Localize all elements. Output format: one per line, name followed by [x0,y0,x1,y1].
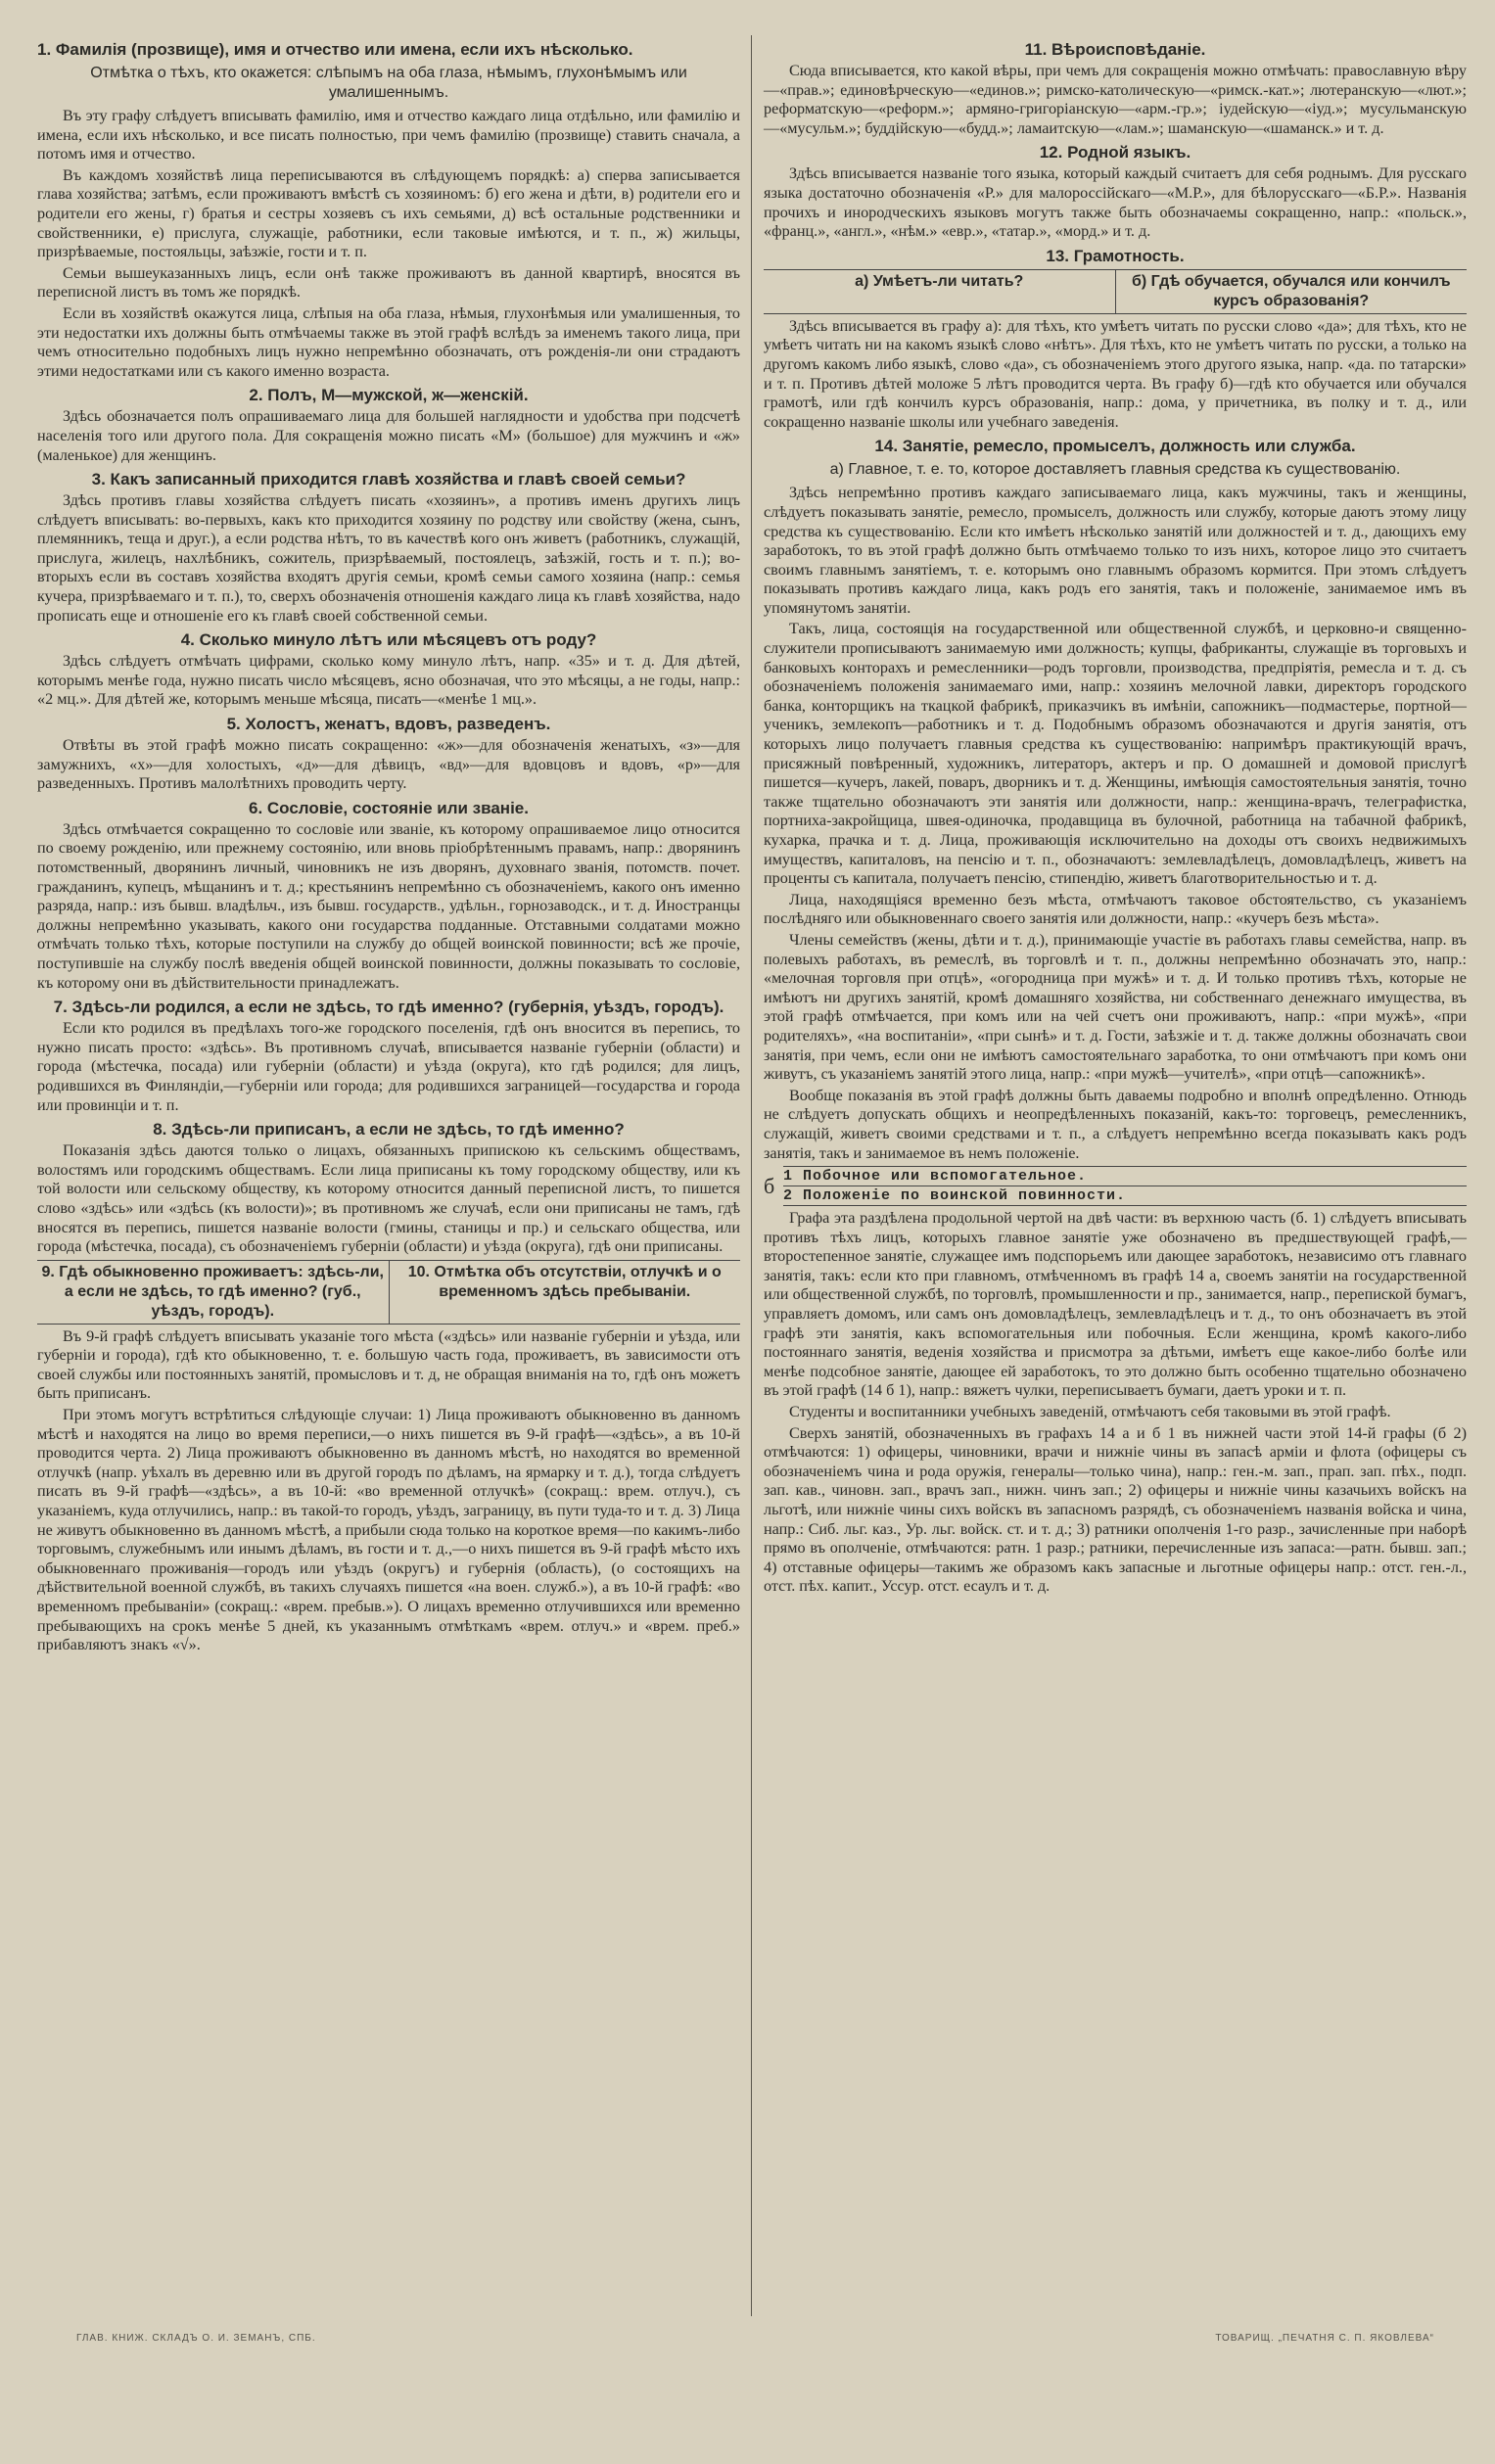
paragraph: Если кто родился въ предѣлахъ того-же городского поселенія, гдѣ онъ вносится въ перепись, то нужно писать просто: «здѣсь». Въ противномъ случаѣ, вписывается названіе губерніи (области) и города (мѣстечка, посада) или губерніи (области) и уѣзда (округа), кто гдѣ родился; для лицъ, родившихся въ Финляндіи,—губерніи или города; для родившихся заграницей—государства и города или провинціи и т. п. [37,1019,740,1114]
paragraph: Здѣсь слѣдуетъ отмѣчать цифрами, сколько кому минуло лѣтъ, напр. «35» и т. д. Для дѣтей, которымъ менѣе года, нужно писать число мѣсяцевъ, ясно обозначая, что это мѣсяцы, а не годы, напр.: «2 мц.». Для дѣтей же, которымъ меньше мѣсяца, писать—«менѣе 1 мц.». [37,652,740,709]
paragraph: Такъ, лица, состоящія на государственной или общественной службѣ, и церковно-и священно-служители прописываютъ занимаемую ими должность; купцы, фабриканты, служащіе въ торговыхъ и банковыхъ конторахъ и ремесленники—родъ торговли, производства, предпріятія, ремесла и т. д. съ обозначеніемъ положенія занимаемаго ими, напр.: хозяинъ мелочной лавки, директоръ городского банка, конторщикъ на ткацкой фабрикѣ, приказчикъ въ имѣніи, сапожникъ—подмастерье, портной—ученикъ, землекопъ—работникъ и т. д. Подобнымъ образомъ обозначаются и другія занятія, отъ которыхъ лицо получаетъ главныя средства къ существованію: напримѣръ практикующій врачъ, присяжный повѣренный, художникъ, литераторъ, актеръ и пр. О домашней и домовой прислугѣ пишется—кучеръ, лакей, поваръ, дворникъ и т. д. Женщины, имѣющія самостоятельныя занятія, точно также тщательно обозначаютъ эти занятія или должности, напр.: женщина-врачъ, телеграфистка, портниха-закройщица, швея-одиночка, продавщица въ булочной, работница на табачной фабрикѣ, кухарка, прачка и т. д. Лица, проживающія исключительно на доходы отъ своихъ недвижимыхъ имуществъ, капиталовъ, на пенсію и т. п., обозначаютъ: землевладѣлецъ, домовладѣлецъ, живетъ на проценты съ капитала, получаетъ пенсію, стипендію, живетъ благотворительностью и т. д. [764,620,1467,888]
paragraph: Въ эту графу слѣдуетъ вписывать фамилію, имя и отчество каждаго лица отдѣльно, или фамилію и имена, если ихъ нѣсколько, и все писать полностью, при чемъ фамилію (прозвище) ставить сначала, а потомъ имя и отчество. [37,107,740,163]
subcolumn-rows [783,1166,1467,1206]
subcolumn-header-cell: 1 Побочное или вспомогательное. [783,1166,1467,1186]
section-heading: 3. Какъ записанный приходится главѣ хозяйства и главѣ своей семьи? [91,470,686,489]
right-column [764,35,1467,1599]
section-subheading: а) Главное, т. е. то, которое доставляетъ главныя средства къ существованію. [829,461,1401,479]
document-page [37,35,1472,2316]
section-heading: 13. Грамотность. [1046,246,1185,265]
subcolumn-header-cell: 2 Положеніе по воинской повинности. [783,1186,1467,1206]
paragraph: Здѣсь отмѣчается сокращенно то сословіе или званіе, къ которому опрашиваемое лицо относится по своему рожденію, или прежнему состоянію, или вновь пріобрѣтеннымъ правамъ, напр.: дворянинъ потомственный, дворянинъ личный, чиновникъ не изъ дворянъ, духовнаго званія, потомств. почет. гражданинъ, купецъ, мѣщанинъ и т. д.; крестьянинъ непремѣнно съ обозначеніемъ, какого онъ именно разряда, напр.: изъ бывш. владѣльч., изъ бывш. государств., удѣльн., горнозаводск., и т. д. Иностранцы должны непремѣнно указывать, какого они государства подданные. Отставными солдатами можно отмѣчать только тѣхъ, которые поступили на службу до общей воинской повинности; всѣ же прочіе, поступившіе на службу послѣ введенія общей воинской повинности, должны показывать то сословіе, къ которому они въ дѣйствительности принадлежатъ. [37,819,740,992]
footer-right-imprint: ТОВАРИЩ. „ПЕЧАТНЯ С. П. ЯКОВЛЕВА“ [1215,2333,1434,2344]
section-heading: 1. Фамилія (прозвище), имя и отчество или имена, если ихъ нѣсколько. [37,40,633,59]
paragraph: Отвѣты въ этой графѣ можно писать сокращенно: «ж»—для обозначенія женатыхъ, «з»—для замужнихъ, «х»—для холостыхъ, «д»—для дѣвицъ, «вд»—для вдовцовъ и вдовъ, «р»—для разведенныхъ. Противъ малолѣтнихъ проводить черту. [37,736,740,793]
footer-left-imprint: ГЛАВ. КНИЖ. СКЛАДЪ О. И. ЗЕМАНЪ, СПБ. [76,2333,316,2344]
paragraph: Студенты и воспитанники учебныхъ заведеній, отмѣчаютъ себя таковыми въ этой графѣ. [789,1403,1391,1421]
paragraph: Вообще показанія въ этой графѣ должны быть даваемы подробно и вполнѣ опредѣленно. Отнюдь не слѣдуетъ допускать общихъ и неопредѣленныхъ показаній, какъ-то: торговецъ, ремесленникъ, служащій, живетъ своими средствами и т. п., а слѣдуетъ непремѣнно всегда показывать какъ родъ занятія, такъ и занимаемое въ немъ положеніе. [764,1086,1467,1162]
section-heading: 6. Сословіе, состояніе или званіе. [249,798,529,817]
section-heading: 5. Холостъ, женатъ, вдовъ, разведенъ. [226,715,551,734]
paragraph: Если въ хозяйствѣ окажутся лица, слѣпыя на оба глаза, нѣмыя, глухонѣмыя или умалишенныя, то эти недостатки ихъ должны быть отмѣчаемы также въ этой графѣ вслѣдъ за именемъ такого лица, при чемъ относительно подобныхъ лицъ нужно непремѣнно обозначать, отъ рожденія-ли они страдаютъ этими недостатками или съ какого именно возраста. [37,303,740,380]
paragraph: Показанія здѣсь даются только о лицахъ, обязанныхъ припискою къ сельскимъ обществамъ, волостямъ или городскимъ обществамъ. Если лица приписаны къ тому городскому обществу, или къ той волости или сельскому обществу, къ которому относится данный переписной листъ, то пишется слово «здѣсь» или «здѣсь (къ волости)»; въ противномъ же случаѣ, если они приписаны не тамъ, гдѣ вносятся въ перепись, пишется названіе волости (гмины, станицы и пр.) и сельскаго общества, или города (мѣстечка, посада), съ обозначеніемъ губерніи (области) и уѣзда (округа), гдѣ они приписаны. [37,1141,740,1256]
paragraph: Здѣсь вписывается въ графу а): для тѣхъ, кто умѣетъ читать по русски слово «да»; для тѣхъ, кто не умѣетъ читать ни на какомъ языкѣ слово «нѣтъ». Для тѣхъ, кто не умѣетъ читать по русски, а только на другомъ какомъ либо языкѣ, слово «да», съ обозначеніемъ этого другого языка, напр. «да. по татарски» и т. п. Противъ дѣтей моложе 5 лѣтъ проводится черта. Въ графу б)—гдѣ кто обучается или обучался грамотѣ, или гдѣ кончилъ курсъ образованія, напр.: дома, у причетника, въ полку и т. д., или сокращенно названіе школы или учебнаго заведенія. [764,316,1467,431]
section-heading: 7. Здѣсь-ли родился, а если не здѣсь, то гдѣ именно? (губернія, уѣздъ, городъ). [53,998,724,1017]
paragraph: Графа эта раздѣлена продольной чертой на двѣ части: въ верхнюю часть (б. 1) слѣдуетъ вписывать противъ тѣхъ лицъ, которыхъ главное занятіе уже обозначено въ предшествующей графѣ,—второстепенное занятіе, служащее имъ подспорьемъ или дающее заработокъ, независимо отъ главнаго занятія, такъ: если кто при главномъ, отмѣченномъ въ графѣ 14 а, своемъ занятіи на государственной или общественной службѣ, по торговлѣ, промышленности и пр., занимается, напр., перепиской бумагъ, управляетъ домомъ, или самъ онъ домовладѣлецъ, землевладѣлецъ и т. д., то онъ обозначаетъ въ этой графѣ эти занятія, какъ вспомогательныя или побочныя. Если женщина, кромѣ какого-либо постояннаго занятія, веденія хозяйства и присмотра за дѣтьми, имѣетъ еще какое-либо болѣе или менѣе подсобное занятіе, дающее ей заработокъ, то это должно быть особенно тщательно обозначено въ этой графѣ (14 б 1), напр.: вяжетъ чулки, переписываетъ бумаги, даетъ уроки и т. п. [764,1209,1467,1400]
subcolumn-header-table [764,1166,1467,1206]
column-divider [751,35,752,2316]
paragraph: Сверхъ занятій, обозначенныхъ въ графахъ 14 а и б 1 въ нижней части этой 14-й графы (б 2) отмѣчаются: 1) офицеры, чиновники, врачи и нижніе чины въ запасѣ арміи и флота (офицеры съ обозначеніемъ чина и рода оружія, генералы—только чина), напр.: ген.-м. зап., прап. зап. пѣх., подп. зап. кав., чиновн. зап., врачъ зап., нижн. чинъ зап.; 2) офицеры и нижніе чины казачьихъ войскъ на льготѣ, или нижніе чины сихъ войскъ въ запасномъ разрядѣ, съ обозначеніемъ названія войска и чина, напр.: Сиб. льг. каз., Ур. льг. войск. ст. и т. д.; 3) ратники ополченія 1-го разр., зачисленные при наборѣ прямо въ ополченіе, отмѣчаются: ратн. 1 разр.; ратники, перечисленные изъ запаса:—ратн. бывш. зап.; 4) отставные офицеры—такимъ же образомъ какъ запасные и льготные офицеры напр.: отст. ген.-л., отст. пѣх. капит., Уссур. отст. есаулъ и т. д. [764,1423,1467,1596]
column-header-cell: 9. Гдѣ обыкновенно проживаетъ: здѣсь-ли, а если не здѣсь, то гдѣ именно? (губ., уѣздъ, городъ). [41,1263,384,1320]
section-heading: 2. Полъ, М—мужской, ж—женскій. [249,386,529,405]
column-header-cell: б) Гдѣ обучается, обучался или кончилъ курсъ образованія? [1115,270,1468,313]
section-heading: 8. Здѣсь-ли приписанъ, а если не здѣсь, то гдѣ именно? [153,1120,625,1139]
section-heading: 12. Родной языкъ. [1039,143,1191,163]
left-column [37,35,740,1657]
column-header-cell: а) Умѣетъ-ли читать? [855,272,1024,290]
paragraph: Лица, находящіяся временно безъ мѣста, отмѣчаютъ таковое обстоятельство, съ указаніемъ послѣдняго или обыкновеннаго своего занятія или должности, напр.: «кучеръ безъ мѣста». [764,890,1467,928]
paragraph: Здѣсь вписывается названіе того языка, который каждый считаетъ для себя роднымъ. Для русскаго языка достаточно обозначенія «Р.» для малороссійскаго—«М.Р.», для бѣлорусскаго—«Б.Р.». Названія прочихъ и инородческихъ языковъ могутъ также быть обозначаемы сокращенно, напр.: «польск.», «франц.», «англ.», «нѣм.» «евр.», «татар.», «морд.» и т. д. [764,164,1467,241]
paragraph: Семьи вышеуказанныхъ лицъ, если онѣ также проживаютъ въ данной квартирѣ, вносятся въ переписной листъ въ томъ же порядкѣ. [37,263,740,302]
paragraph: Здѣсь противъ главы хозяйства слѣдуетъ писать «хозяинъ», а противъ именъ другихъ лицъ слѣдуетъ вписывать: во-первыхъ, какъ кто приходится хозяину по родству или свойству (жена, сынъ, племянникъ, теща и друг.), а если родства нѣтъ, то въ качествѣ кого онъ живетъ (работникъ, служащій, прислуга, жилецъ, нахлѣбникъ, сожитель, призрѣваемый, постоялецъ, заѣзжій, гость и т. п.); во-вторыхъ если въ составъ хозяйства входятъ другія семьи, кромѣ семьи самого хозяина (напр.: семья кучера, призрѣваемаго и т. п.), то, сверхъ обозначенія отношенія каждаго лица къ главѣ хозяйства, надо прописать еще и отношеніе его къ главѣ своей собственной семьи. [37,491,740,625]
section-subheading: Отмѣтка о тѣхъ, кто окажется: слѣпымъ на оба глаза, нѣмымъ, глухонѣмымъ или умалишеннымъ. [90,65,687,101]
section-heading: 14. Занятіе, ремесло, промыселъ, должность или служба. [874,437,1356,456]
column-header-table [37,1260,740,1325]
paragraph: Въ каждомъ хозяйствѣ лица переписываются въ слѣдующемъ порядкѣ: а) сперва записывается глава хозяйства; затѣмъ, если проживаютъ вмѣстѣ съ хозяиномъ: б) его жена и дѣти, в) родители его и родители его жены, г) братья и сестры хозяевъ съ ихъ семьями, д) всѣ остальные родственники и свойственники, е) прислуга, служащіе, работники, если таковые имѣются, и т. п., ж) жильцы, призрѣваемые, постояльцы, заѣзжіе, гости и т. п. [37,165,740,261]
paragraph: Члены семействъ (жены, дѣти и т. д.), принимающіе участіе въ работахъ главы семейства, напр. въ полевыхъ работахъ, въ ремеслѣ, въ торговлѣ и т. п., должны непремѣнно обозначать это, напр.: «мелочная торговля при отцѣ», «огородница при мужѣ» и т. д. И только противъ тѣхъ, которые не имѣютъ ни другихъ занятій, кромѣ домашняго хозяйства, ни собственнаго денежнаго имущества, въ этой графѣ отмѣчается, при комъ или на чей счетъ они проживаютъ, напр.: «при мужѣ», «при родителяхъ», «на воспитаніи», «при сынѣ» и т. д. Гости, заѣзжіе и т. д. также должны обозначать свои занятія, при чемъ, если они не имѣютъ самостоятельнаго заработка, то они отмѣчаютъ при комъ они живутъ, съ указаніемъ занятій этого лица, напр.: «при мужѣ—учителѣ», «при отцѣ—сапожникѣ». [764,930,1467,1084]
section-heading: 4. Сколько минуло лѣтъ или мѣсяцевъ отъ роду? [180,630,597,650]
paragraph: При этомъ могутъ встрѣтиться слѣдующіе случаи: 1) Лица проживаютъ обыкновенно въ данномъ мѣстѣ и находятся на лицо во время переписи,—о нихъ пишется въ 9-й графѣ—«здѣсь», а въ 10-й проводится черта. 2) Лица проживаютъ обыкновенно въ данномъ мѣстѣ, но находятся во временной отлучкѣ (напр. уѣхалъ въ деревню или въ другой городъ по дѣламъ, на ярмарку и т. д.), тогда слѣдуетъ писать въ 9-й графѣ—«здѣсь», а въ 10-й: «во временной отлучкѣ» (сокращ.: врем. отлуч.), съ указаніемъ, куда отлучились, напр.: въ такой-то городъ, уѣздъ, заграницу, въ пути туда-то и т. д. 3) Лица не живутъ обыкновенно въ данномъ мѣстѣ, а прибыли сюда только на короткое время—по какимъ-либо торговымъ, служебнымъ или инымъ дѣламъ, въ гости и т. д.,—о нихъ пишется въ 9-й графѣ мѣсто ихъ обыкновеннаго проживанія—городъ или уѣздъ (округъ) и губернія (область), (о состоящихъ на дѣйствительной военной службѣ, въ такихъ случаяхъ пишется «на воен. служб.»), а въ 10-й графѣ: «во временномъ пребываніи» (сокращ.: «врем. пребыв.»). О лицахъ временно отлучившихся или временно пребывающихъ на срокъ менѣе 5 дней, къ указаннымъ отмѣткамъ «врем. отлуч.» и «врем. преб.» прибавляютъ знакъ «√». [37,1406,740,1654]
column-header-cell: 10. Отмѣтка объ отсутствіи, отлучкѣ и о временномъ здѣсь пребываніи. [389,1261,741,1324]
paragraph: Въ 9-й графѣ слѣдуетъ вписывать указаніе того мѣста («здѣсь» или названіе губерніи и уѣзда, или губерніи и города), гдѣ кто обыкновенно, т. е. большую часть года, проживаетъ, въ зависимости отъ своей службы или постоянныхъ занятій, промысловъ и т. д, не обращая вниманія на то, гдѣ онъ можетъ быть приписанъ. [37,1326,740,1403]
column-header-table [764,269,1467,314]
subcolumn-letter: б [764,1173,775,1198]
paragraph: Сюда вписывается, кто какой вѣры, при чемъ для сокращенія можно отмѣчать: православную вѣру—«прав.»; единовѣрческую—«единов.»; римско-католическую—«римск.-кат.»; лютеранскую—«лют.»; реформатскую—«реформ.»; армяно-григоріанскую—«арм.-гр.»; іудейскую—«іуд.»; мусульманскую—«мусульм.»; буддійскую—«будд.»; ламаитскую—«лам.»; шаманскую—«шаманск.» и т. д. [764,62,1467,137]
paragraph: Здѣсь обозначается полъ опрашиваемаго лица для большей наглядности и удобства при подсчетѣ населенія того или другого пола. Для сокращенія можно писать «М» (большое) для мужчинъ и «ж» (маленькое) для женщинъ. [37,407,740,464]
paragraph: Здѣсь непремѣнно противъ каждаго записываемаго лица, какъ мужчины, такъ и женщины, слѣдуетъ показывать занятіе, ремесло, промыселъ, должность или службу, которые даютъ этому лицу средства къ существованію. Если кто имѣетъ нѣсколько занятій или должностей и т. д., дающихъ ему заработокъ, то въ этой графѣ должно быть отмѣчаемо только то изъ нихъ, которое лицо это считаетъ своимъ главнымъ занятіемъ, т. е. которымъ оно главнымъ образомъ кормится. При этомъ слѣдуетъ показывать противъ каждаго лица, какъ родъ его занятія, такъ и положеніе, занимаемое имъ въ упомянутомъ занятіи. [764,484,1467,617]
section-heading: 11. Вѣроисповѣданіе. [1024,40,1206,59]
